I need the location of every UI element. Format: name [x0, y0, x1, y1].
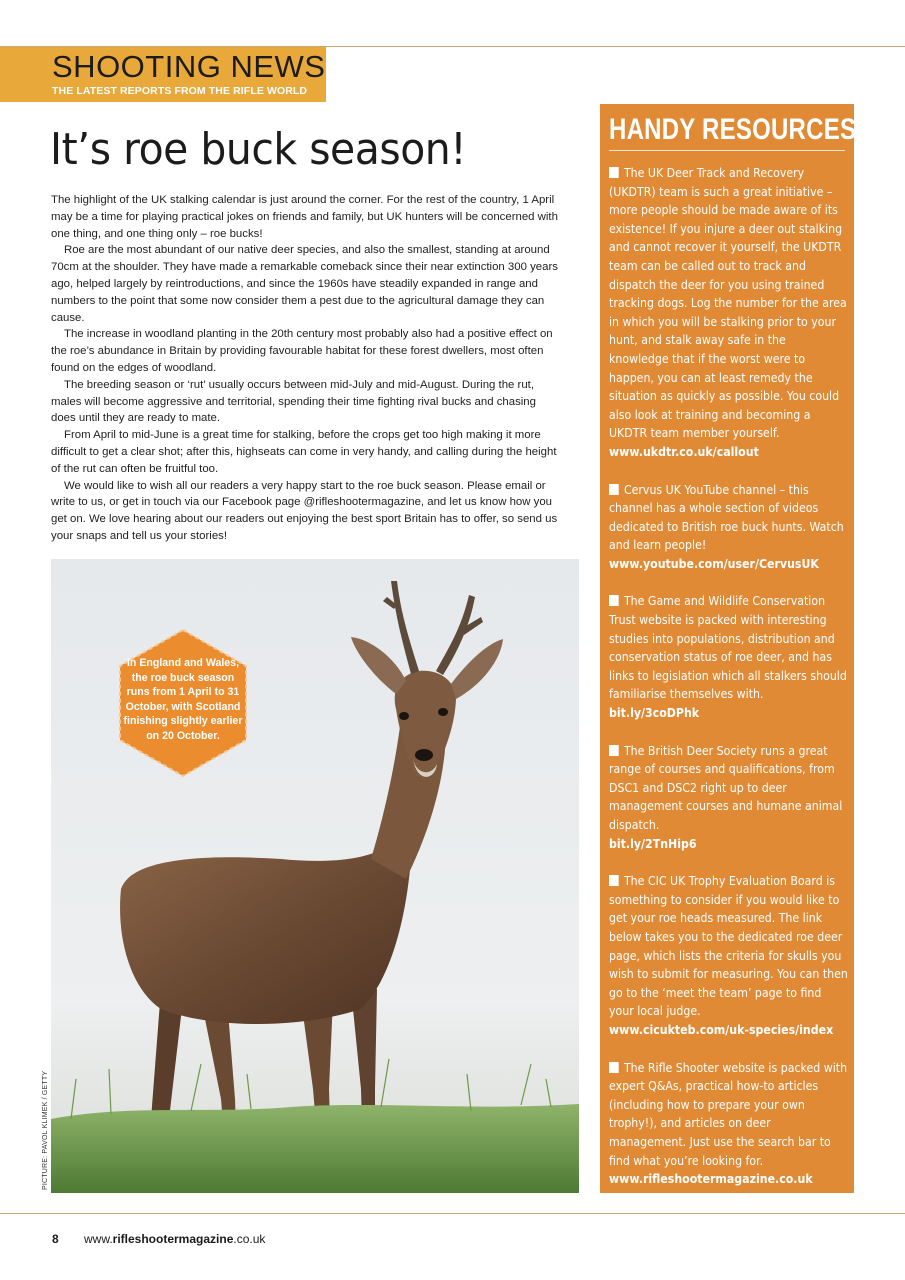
resources-list	[609, 164, 849, 1208]
resource-item	[609, 481, 848, 574]
resource-text: The UK Deer Track and Recovery (UKDTR) team is such a great initiative – more people should be made aware of its existence! If you injure a deer out stalking and cannot recover it yourself, the UKDTR team can be called out to track and dispatch the deer for you using trained tracking dogs. Log the number for the area in which you will be stalking prior to your hunt, and stalk away safe in the knowledge that if the worst were to happen, you can at least remedy the situation as quickly as possible. You could also look at training and becoming a UKDTR team member yourself.	[609, 165, 847, 441]
badge-text: In England and Wales, the roe buck season runs from 1 April to 31 October, with Scotland finishing slightly earlier on 20 October.	[123, 657, 243, 742]
site-suffix: .co.uk	[233, 1232, 266, 1246]
bullet-square-icon	[609, 1062, 619, 1073]
resource-link[interactable]: bit.ly/2TnHip6	[609, 835, 697, 851]
resource-item	[609, 742, 848, 854]
resource-link[interactable]: bit.ly/3coDPhk	[609, 705, 700, 721]
paragraph: The highlight of the UK stalking calendar is just around the corner. For the rest of the country, 1 April may be a time for playing practical jokes on friends and family, but UK hunters will be concerned with one thing, and one thing only – roe bucks!	[51, 194, 558, 240]
paragraph: The breeding season or ‘rut’ usually occurs between mid-July and mid-August. During the rut, males will become aggressive and territorial, spending their time fighting rival bucks and chasing does until they are ready to mate.	[51, 378, 536, 425]
bullet-square-icon	[609, 484, 619, 495]
site-name: rifleshootermagazine	[112, 1232, 234, 1246]
article-body	[51, 192, 563, 545]
resource-item	[609, 872, 848, 1039]
article-headline: It’s roe buck season!	[50, 124, 467, 175]
resource-text: Cervus UK YouTube channel – this channel has a whole section of videos dedicated to British roe buck hunts. Watch and learn people!	[609, 481, 844, 553]
resource-text: The Game and Wildlife Conservation Trust website is packed with interesting studies into populations, distribution and conservation status of roe deer, and has links to legislation which all stalkers should familiarise themselves with.	[609, 593, 847, 702]
page-number: 8	[52, 1232, 59, 1246]
sidebar-divider	[609, 150, 845, 151]
site-prefix: www.	[84, 1232, 113, 1246]
bullet-square-icon	[609, 167, 619, 178]
sidebar-title: HANDY RESOURCES	[609, 113, 857, 146]
section-title: SHOOTING NEWS	[52, 49, 326, 84]
bottom-rule	[0, 1213, 905, 1214]
resource-text: The Rifle Shooter website is packed with expert Q&As, practical how-to articles (including how to prepare your own trophy!), and articles on deer management. Just use the search bar to find what you’re looking for.	[609, 1059, 848, 1168]
footer-website[interactable]	[84, 1232, 265, 1246]
bullet-square-icon	[609, 595, 619, 606]
resource-item	[609, 1059, 848, 1189]
resource-link[interactable]: www.cicukteb.com/uk-species/index	[609, 1021, 834, 1037]
paragraph: We would like to wish all our readers a very happy start to the roe buck season. Please email or write to us, or get in touch via our Facebook page @rifleshootermagazine, and let us know how you get on. We love hearing about our readers out enjoying the best sport Britain has to offer, so send us your snaps and tell us your stories!	[51, 479, 558, 542]
paragraph: Roe are the most abundant of our native deer species, and also the smallest, standing at around 70cm at the shoulder. They have made a remarkable comeback since their near extinction 300 years ago, helped largely by reintroductions, and since the 1960s have steadily expanded in range and numbers to the point that some now consider them a pest due to the agricultural damage they can cause.	[51, 244, 558, 324]
resource-link[interactable]: www.rifleshootermagazine.co.uk	[609, 1171, 813, 1187]
resource-item	[609, 592, 848, 722]
resource-text: The CIC UK Trophy Evaluation Board is something to consider if you would like to get your roe heads measured. The link below takes you to the dedicated roe deer page, which lists the criteria for skulls you wish to submit for measuring. You can then go to the ‘meet the team’ page to find your local judge.	[609, 873, 848, 1019]
resource-text: The British Deer Society runs a great range of courses and qualifications, from DSC1 and DSC2 right up to deer management courses and humane animal dispatch.	[609, 742, 843, 832]
resource-item	[609, 164, 848, 462]
paragraph: From April to mid-June is a great time for stalking, before the crops get too high making it more difficult to get a clear shot; after this, highseats can come in very handy, and calling during the height of the rut can often be fruitful too.	[51, 429, 557, 475]
bullet-square-icon	[609, 745, 619, 756]
photo-credit: PICTURE: PAVOL KLIMEK / GETTY	[42, 1070, 49, 1190]
bullet-square-icon	[609, 875, 619, 886]
resource-link[interactable]: www.youtube.com/user/CervusUK	[609, 555, 819, 571]
resource-link[interactable]: www.ukdtr.co.uk/callout	[609, 443, 759, 459]
paragraph: The increase in woodland planting in the 20th century most probably also had a positive effect on the roe’s abundance in Britain by providing favourable habitat for these forest dwellers, most often found on the edges of woodland.	[51, 328, 553, 374]
section-subtitle: THE LATEST REPORTS FROM THE RIFLE WORLD	[52, 85, 308, 97]
